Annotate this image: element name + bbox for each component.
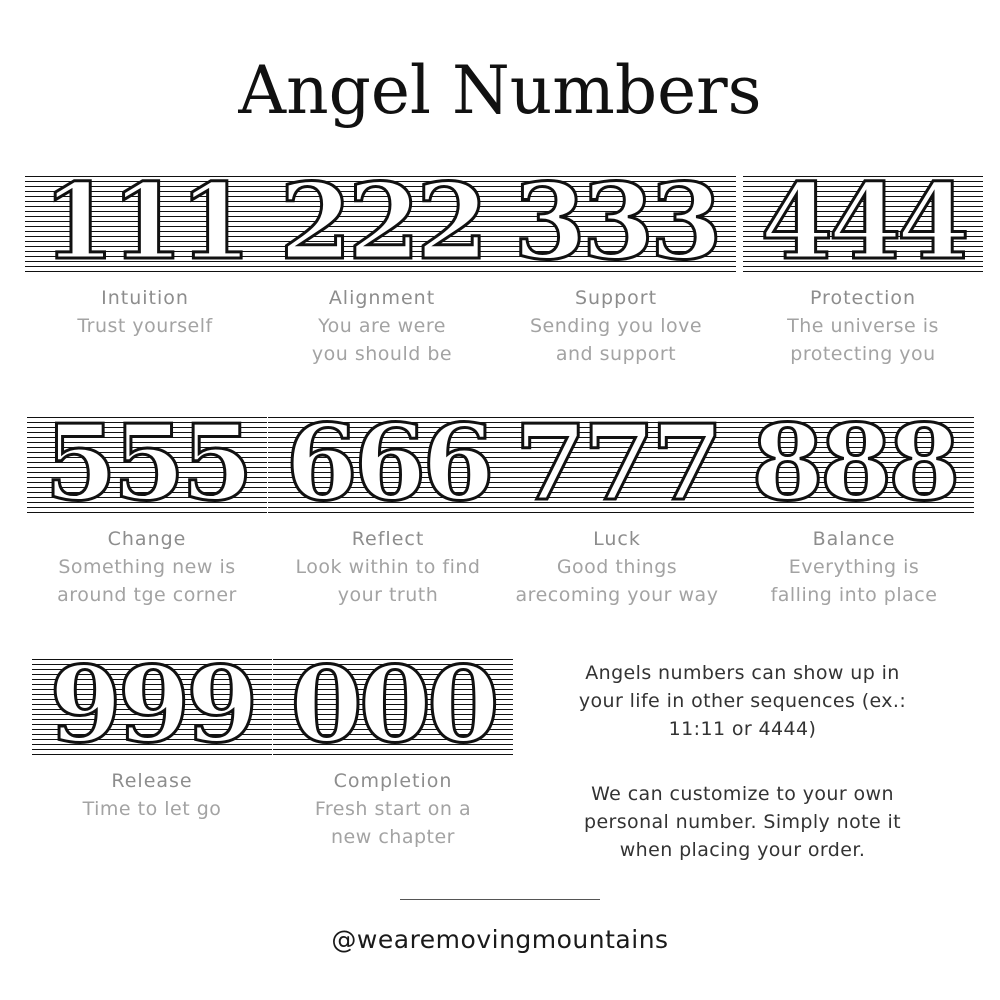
number-meaning-desc: Trust yourself [77, 315, 213, 337]
angel-number-card [497, 413, 737, 609]
customize-note-line: personal number. Simply note it [583, 811, 902, 833]
number-meaning-desc: Look within to find your truth [295, 556, 481, 606]
number-meaning-title: Change [107, 528, 187, 550]
number-meaning-desc: Good things arecoming your way [515, 556, 719, 606]
angel-number-card [496, 172, 736, 368]
number-graphic: 222 [262, 172, 502, 272]
number-meaning-title: Completion [333, 770, 453, 792]
number-graphic: 999 [32, 655, 272, 755]
divider [400, 899, 600, 900]
number-graphic: 888 [734, 413, 974, 513]
number-meaning-desc: Time to let go [82, 798, 222, 820]
number-meaning-desc: Everything is falling into place [770, 556, 938, 606]
sequences-note-line: 11:11 or 4444) [668, 718, 817, 740]
angel-number-card [262, 172, 502, 368]
angel-number-card [25, 172, 265, 340]
sequences-note [535, 659, 950, 743]
number-graphic: 000 [273, 655, 513, 755]
number-meaning-title: Intuition [101, 287, 189, 309]
number-meaning-title: Protection [809, 287, 917, 309]
number-meaning-desc: The universe is protecting you [787, 315, 939, 365]
number-meaning-title: Release [111, 770, 193, 792]
number-meaning-desc: Fresh start on a new chapter [314, 798, 472, 848]
number-meaning-title: Reflect [351, 528, 425, 550]
number-meaning-desc: You are were you should be [311, 315, 453, 365]
social-handle: @wearemovingmountains [331, 925, 669, 954]
number-graphic: 111 [25, 172, 265, 272]
number-meaning-title: Luck [593, 528, 641, 550]
angel-number-card [743, 172, 983, 368]
customize-note-line: We can customize to your own [591, 783, 894, 805]
number-graphic: 333 [496, 172, 736, 272]
angel-number-card [32, 655, 272, 823]
page-title: Angel Numbers [238, 52, 762, 129]
number-graphic: 666 [268, 413, 508, 513]
number-graphic: 555 [27, 413, 267, 513]
number-graphic: 444 [743, 172, 983, 272]
sequences-note-line: your life in other sequences (ex.: [578, 690, 907, 712]
number-meaning-desc: Something new is around tge corner [57, 556, 237, 606]
angel-number-card [268, 413, 508, 609]
number-meaning-title: Balance [812, 528, 896, 550]
sequences-note-line: Angels numbers can show up in [585, 662, 900, 684]
number-meaning-title: Alignment [328, 287, 436, 309]
number-meaning-title: Support [574, 287, 658, 309]
customize-note-line: when placing your order. [619, 839, 866, 861]
customize-note [535, 780, 950, 864]
number-graphic: 777 [497, 413, 737, 513]
angel-number-card [27, 413, 267, 609]
angel-number-card [273, 655, 513, 851]
angel-number-card [734, 413, 974, 609]
number-meaning-desc: Sending you love and support [529, 315, 703, 365]
